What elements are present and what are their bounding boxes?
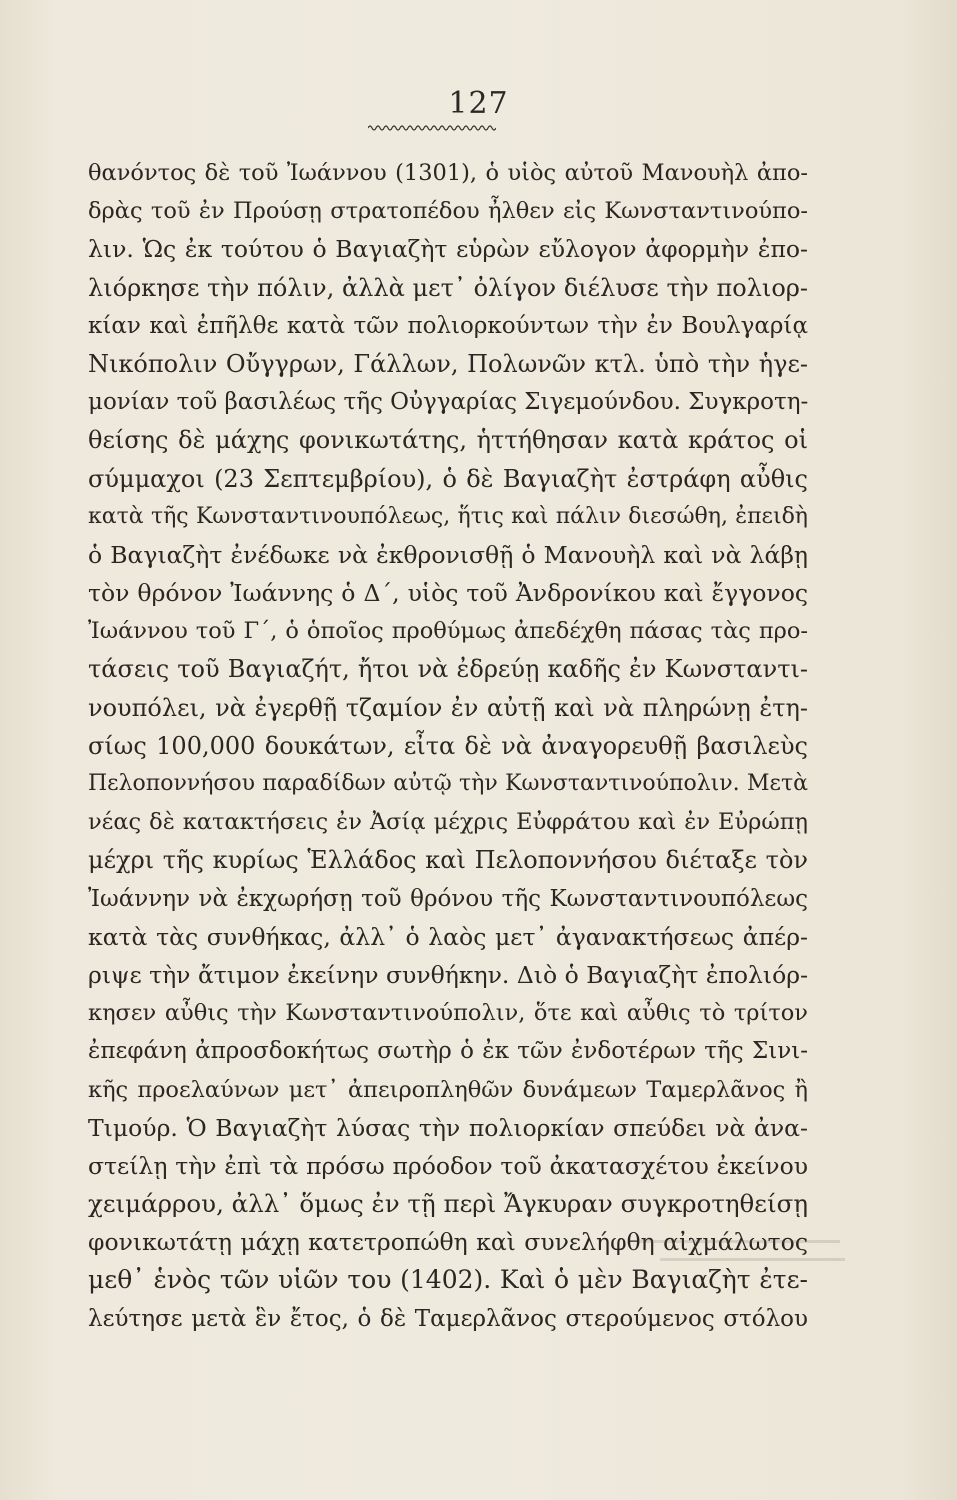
text-line: ὁ Βαγιαζὴτ ἐνέδωκε νὰ ἐκθρονισθῇ ὁ Μανουὴλ καὶ νὰ λάβῃ (88, 540, 808, 569)
text-line: λιόρκησε τὴν πόλιν, ἀλλὰ μετ᾽ ὀλίγον διέλυσε τὴν πολιορ- (88, 273, 808, 302)
page-number: 127 (448, 86, 509, 121)
text-line: Ἰωάννου τοῦ Γ΄, ὁ ὁποῖος προθύμως ἀπεδέχθη πάσας τὰς προ- (88, 618, 808, 645)
text-line: μεθ᾽ ἑνὸς τῶν υἱῶν του (1402). Καὶ ὁ μὲν Βαγιαζὴτ ἐτε- (88, 1265, 808, 1295)
text-line: κατὰ τὰς συνθήκας, ἀλλ᾽ ὁ λαὸς μετ᾽ ἀγανακτήσεως ἀπέρ- (88, 922, 808, 951)
show-through-smudge (640, 1232, 850, 1272)
body-text (88, 154, 808, 1338)
text-line: ἐπεφάνη ἀπροσδοκήτως σωτὴρ ὁ ἐκ τῶν ἐνδοτέρων τῆς Σινι- (88, 1038, 808, 1065)
text-line: θείσης δὲ μάχης φονικωτάτης, ἡττήθησαν κατὰ κράτος οἱ (88, 426, 808, 455)
text-line: κατὰ τῆς Κωνσταντινουπόλεως, ἥτις καὶ πάλιν διεσώθη, ἐπειδὴ (88, 503, 808, 529)
text-line: φονικωτάτῃ μάχῃ κατετροπώθη καὶ συνελήφθη αἰχμάλωτος (88, 1228, 808, 1257)
text-line: νουπόλει, νὰ ἐγερθῇ τζαμίον ἐν αὐτῇ καὶ νὰ πληρώνῃ ἐτη- (88, 693, 808, 722)
text-line: χειμάρρου, ἀλλ᾽ ὅμως ἐν τῇ περὶ Ἄγκυραν συγκροτηθείσῃ (88, 1189, 808, 1219)
wavy-rule-ornament (368, 124, 496, 132)
text-line: σίως 100,000 δουκάτων, εἶτα δὲ νὰ ἀναγορευθῇ βασιλεὺς (88, 731, 808, 760)
text-line: Πελοποννήσου παραδίδων αὐτῷ τὴν Κωνσταντινούπολιν. Μετὰ (88, 771, 808, 796)
text-line: μονίαν τοῦ βασιλέως τῆς Οὐγγαρίας Σιγεμούνδου. Συγκροτη- (88, 389, 809, 416)
text-line: Ἰωάννην νὰ ἐκχωρήσῃ τοῦ θρόνου τῆς Κωνσταντινουπόλεως (88, 885, 808, 912)
text-line: κησεν αὖθις τὴν Κωνσταντινούπολιν, ὅτε καὶ αὖθις τὸ τρίτον (88, 1000, 808, 1027)
text-line: δρὰς τοῦ ἐν Προύσῃ στρατοπέδου ἦλθεν εἰς Κωνσταντινούπο- (88, 198, 808, 225)
text-line: λεύτησε μετὰ ἓν ἔτος, ὁ δὲ Ταμερλᾶνος στερούμενος στόλου (88, 1305, 808, 1332)
text-line: κίαν καὶ ἐπῆλθε κατὰ τῶν πολιορκούντων τὴν ἐν Βουλγαρίᾳ (88, 312, 808, 339)
text-line: σύμμαχοι (23 Σεπτεμβρίου), ὁ δὲ Βαγιαζὴτ ἐστράφη αὖθις (88, 464, 808, 493)
text-line: θανόντος δὲ τοῦ Ἰωάννου (1301), ὁ υἱὸς αὐτοῦ Μανουὴλ ἀπο- (88, 160, 808, 186)
text-line: τὸν θρόνον Ἰωάννης ὁ Δ΄, υἱὸς τοῦ Ἀνδρονίκου καὶ ἔγγονος (88, 579, 808, 608)
text-line: Τιμούρ. Ὁ Βαγιαζὴτ λύσας τὴν πολιορκίαν σπεύδει νὰ ἀνα- (88, 1113, 808, 1142)
text-line: Νικόπολιν Οὔγγρων, Γάλλων, Πολωνῶν κτλ. ὑπὸ τὴν ἡγε- (88, 349, 808, 378)
text-line: λιν. Ὡς ἐκ τούτου ὁ Βαγιαζὴτ εὑρὼν εὔλογον ἀφορμὴν ἐπο- (88, 235, 808, 264)
text-line: νέας δὲ κατακτήσεις ἐν Ἀσίᾳ μέχρις Εὐφράτου καὶ ἐν Εὐρώπῃ (88, 809, 808, 836)
text-line: μέχρι τῆς κυρίως Ἑλλάδος καὶ Πελοποννήσου διέταξε τὸν (88, 846, 808, 875)
text-line: τάσεις τοῦ Βαγιαζήτ, ἤτοι νὰ ἐδρεύῃ καδῆς ἐν Κωνσταντι- (88, 655, 808, 684)
text-line: στείλῃ τὴν ἐπὶ τὰ πρόσω πρόοδον τοῦ ἀκατασχέτου ἐκείνου (88, 1151, 808, 1180)
text-line: κῆς προελαύνων μετ᾽ ἀπειροπληθῶν δυνάμεων Ταμερλᾶνος ἢ (88, 1076, 808, 1103)
text-line: ριψε τὴν ἄτιμον ἐκείνην συνθήκην. Διὸ ὁ Βαγιαζὴτ ἐπολιόρ- (88, 960, 809, 989)
